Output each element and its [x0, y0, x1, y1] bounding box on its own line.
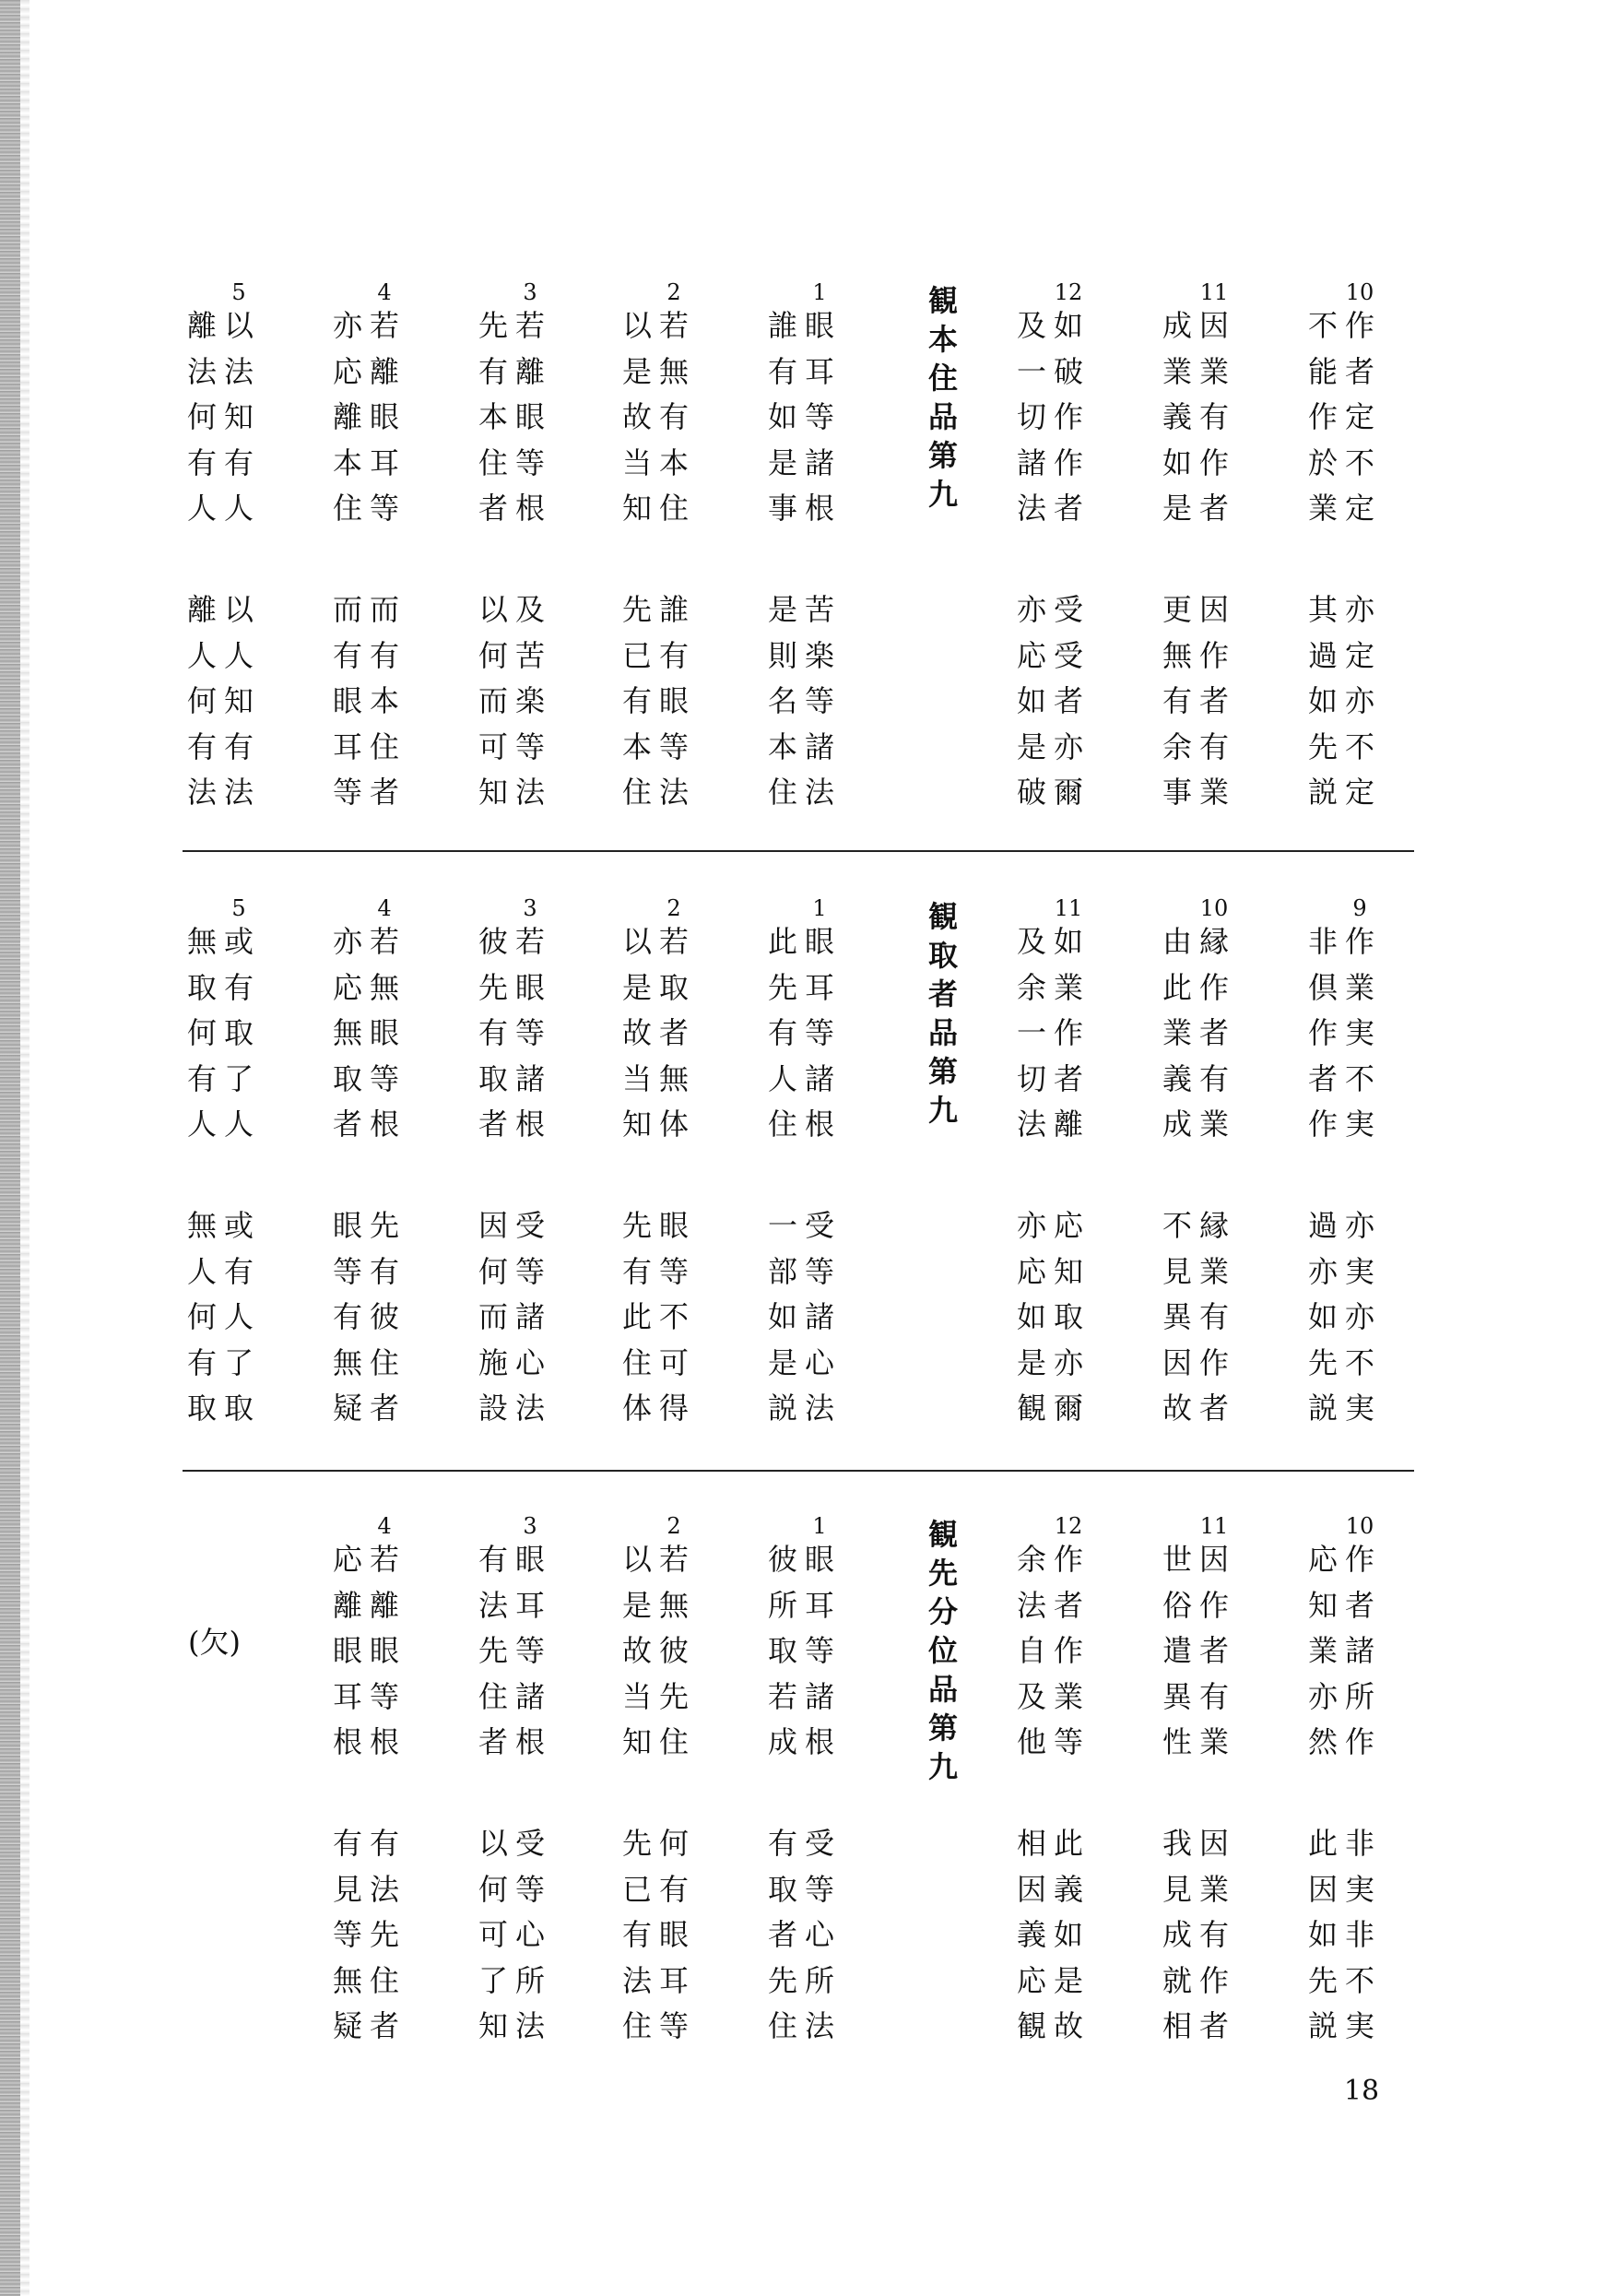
verse-lower: 誰有眼等法 — [658, 592, 689, 811]
verse-lower: 苦楽等諸法 — [804, 592, 834, 811]
verse-upper: 眼耳等諸根 — [514, 1542, 545, 1760]
verse-upper: 因業有作者 — [1198, 308, 1229, 527]
verse-upper: 応知業亦然 — [1307, 1542, 1338, 1760]
verse-upper: 余法自及他 — [1016, 1542, 1046, 1760]
verse-lower: 受等心所法 — [804, 1826, 834, 2044]
verse-upper: 以是故当知 — [621, 308, 652, 527]
verse-lower: 亦応如是破 — [1016, 592, 1046, 811]
verse-lower: 此因如先説 — [1307, 1826, 1338, 2044]
verse-lower: 無人何有取 — [186, 1208, 217, 1426]
verse-lower: 以人知有法 — [223, 592, 254, 811]
verse-number — [1296, 281, 1350, 303]
verse-lower: 而有本住者 — [369, 592, 399, 811]
verse-lower: 而有眼耳等 — [332, 592, 362, 811]
verse-number: 12 — [1054, 279, 1083, 305]
verse-number: 1 — [812, 895, 827, 921]
verse-block-2 — [0, 897, 1616, 1450]
verse-lower: 因何而施設 — [478, 1208, 508, 1426]
verse-lower: 或有人了取 — [223, 1208, 254, 1426]
verse-column — [466, 281, 520, 811]
verse-column — [1296, 281, 1350, 811]
verse-number — [756, 281, 809, 303]
verse-upper: 以是故当知 — [621, 1542, 652, 1760]
verse-upper: 応離眼耳根 — [332, 1542, 362, 1760]
verse-upper: 因作者有業 — [1198, 1542, 1229, 1760]
verse-lower: 其過如先説 — [1307, 592, 1338, 811]
verse-lower: 縁業有作者 — [1198, 1208, 1229, 1426]
verse-number: 5 — [231, 895, 246, 921]
verse-lower: 及苦楽等法 — [514, 592, 545, 811]
verse-upper: 如業作者離 — [1053, 924, 1083, 1142]
verse-upper: 或有取了人 — [223, 924, 254, 1142]
section-divider — [183, 850, 1414, 852]
verse-lower: 相因義応観 — [1016, 1826, 1046, 2044]
verse-number: 9 — [1352, 895, 1367, 921]
verse-number — [1005, 281, 1058, 303]
verse-column — [756, 897, 809, 1426]
verse-upper: 彼先有取者 — [478, 924, 508, 1142]
verse-column — [610, 1515, 664, 2044]
verse-upper: 以是故当知 — [621, 924, 652, 1142]
verse-upper: 眼耳等諸根 — [804, 308, 834, 527]
verse-number: 1 — [812, 279, 827, 305]
verse-column — [321, 1515, 374, 2044]
verse-upper: 縁作者有業 — [1198, 924, 1229, 1142]
verse-upper: 作業実不実 — [1344, 924, 1374, 1142]
verse-upper: 及一切諸法 — [1016, 308, 1046, 527]
verse-column — [1296, 897, 1350, 1426]
verse-lower: 先有此住体 — [621, 1208, 652, 1426]
verse-number — [175, 281, 229, 303]
verse-column — [321, 897, 374, 1426]
verse-upper: 離法何有人 — [186, 308, 217, 527]
page-number: 18 — [1343, 2075, 1380, 2107]
verse-number: 3 — [523, 895, 537, 921]
verse-upper: 世俗遣異性 — [1162, 1542, 1192, 1760]
verse-upper: 不能作於業 — [1307, 308, 1338, 527]
verse-number — [1150, 897, 1204, 919]
verse-column — [1150, 1515, 1204, 2044]
verse-number — [610, 281, 664, 303]
verse-lower: 有法先住者 — [369, 1826, 399, 2044]
verse-number — [1150, 1515, 1204, 1537]
verse-upper: 彼所取若成 — [767, 1542, 797, 1760]
verse-number — [466, 1515, 520, 1537]
verse-upper: 若離眼等根 — [514, 308, 545, 527]
verse-lower: 受等諸心法 — [514, 1208, 545, 1426]
chapter-title: 観先分位品第九 — [927, 1517, 958, 1784]
verse-column — [1150, 897, 1204, 1426]
verse-column — [1005, 897, 1058, 1426]
verse-lower: 受等心所法 — [514, 1826, 545, 2044]
verse-number: 4 — [377, 895, 392, 921]
verse-block-3 — [0, 1515, 1616, 2068]
verse-column — [175, 281, 229, 811]
verse-upper: 成業義如是 — [1162, 308, 1192, 527]
verse-lower: 是則名本住 — [767, 592, 797, 811]
verse-number — [466, 281, 520, 303]
verse-number: 4 — [377, 1513, 392, 1539]
verse-lower: 有見等無疑 — [332, 1826, 362, 2044]
verse-upper: 若離眼等根 — [369, 1542, 399, 1760]
verse-lower: 一部如是説 — [767, 1208, 797, 1426]
verse-lower: 先已有法住 — [621, 1826, 652, 2044]
verse-upper: 無取何有人 — [186, 924, 217, 1142]
verse-number — [1005, 897, 1058, 919]
verse-lower: 眼等不可得 — [658, 1208, 689, 1426]
verse-number: 2 — [666, 1513, 681, 1539]
section-divider — [183, 1470, 1414, 1472]
verse-upper: 若離眼耳等 — [369, 308, 399, 527]
verse-upper: 如破作作者 — [1053, 308, 1083, 527]
verse-lower: 離人何有法 — [186, 592, 217, 811]
verse-number: 3 — [523, 1513, 537, 1539]
verse-upper: 作者作業等 — [1053, 1542, 1083, 1760]
verse-upper: 亦応無取者 — [332, 924, 362, 1142]
verse-number — [756, 1515, 809, 1537]
verse-upper: 若眼等諸根 — [514, 924, 545, 1142]
verse-number: 2 — [666, 279, 681, 305]
chapter-title: 観取者品第九 — [927, 899, 958, 1128]
verse-upper: 先有本住者 — [478, 308, 508, 527]
verse-lower: 以何可了知 — [478, 1826, 508, 2044]
verse-number — [610, 897, 664, 919]
verse-upper: 有法先住者 — [478, 1542, 508, 1760]
verse-number: 10 — [1199, 895, 1229, 921]
verse-upper: 眼耳等諸根 — [804, 924, 834, 1142]
verse-column — [321, 281, 374, 811]
verse-number: 10 — [1345, 279, 1374, 305]
verse-number: 11 — [1199, 1513, 1229, 1539]
verse-lower: 亦定亦不定 — [1344, 592, 1374, 811]
verse-column — [610, 897, 664, 1426]
verse-number — [321, 897, 374, 919]
verse-lower: 我見成就相 — [1162, 1826, 1192, 2044]
verse-upper: 亦応離本住 — [332, 308, 362, 527]
verse-column — [1150, 281, 1204, 811]
verse-upper: 由此業義成 — [1162, 924, 1192, 1142]
verse-number — [321, 1515, 374, 1537]
verse-number — [1296, 1515, 1350, 1537]
verse-number: 5 — [231, 279, 246, 305]
verse-upper: 若取者無体 — [658, 924, 689, 1142]
verse-lower: 応知取亦爾 — [1053, 1208, 1083, 1426]
verse-lower: 此義如是故 — [1053, 1826, 1083, 2044]
chapter-title: 観本住品第九 — [927, 283, 958, 512]
verse-lower: 非実非不実 — [1344, 1826, 1374, 2044]
verse-lower: 因作者有業 — [1198, 592, 1229, 811]
verse-number: 4 — [377, 279, 392, 305]
verse-lower: 眼等有無疑 — [332, 1208, 362, 1426]
verse-upper: 作者諸所作 — [1344, 1542, 1374, 1760]
verse-block-1 — [0, 281, 1616, 834]
verse-upper: 誰有如是事 — [767, 308, 797, 527]
verse-upper: 非倶作者作 — [1307, 924, 1338, 1142]
verse-upper: 若無彼先住 — [658, 1542, 689, 1760]
verse-lower: 先已有本住 — [621, 592, 652, 811]
verse-number — [1005, 1515, 1058, 1537]
verse-lower: 不見異因故 — [1162, 1208, 1192, 1426]
verse-column — [175, 897, 229, 1426]
verse-lower: 亦実亦不実 — [1344, 1208, 1374, 1426]
verse-lower: 何有眼耳等 — [658, 1826, 689, 2044]
verse-lower: 亦応如是観 — [1016, 1208, 1046, 1426]
verse-number — [610, 1515, 664, 1537]
verse-upper: 若無有本住 — [658, 308, 689, 527]
verse-upper: 以法知有人 — [223, 308, 254, 527]
verse-upper: 作者定不定 — [1344, 308, 1374, 527]
verse-number: 12 — [1054, 1513, 1083, 1539]
verse-column — [756, 281, 809, 811]
verse-lower: 受受者亦爾 — [1053, 592, 1083, 811]
verse-number — [1150, 281, 1204, 303]
verse-lower: 因業有作者 — [1198, 1826, 1229, 2044]
verse-number: 3 — [523, 279, 537, 305]
missing-mark: (欠) — [188, 1625, 241, 1660]
verse-number: 2 — [666, 895, 681, 921]
verse-column — [756, 1515, 809, 2044]
verse-number — [1296, 897, 1350, 919]
verse-lower: 過亦如先説 — [1307, 1208, 1338, 1426]
verse-number — [321, 281, 374, 303]
verse-column — [1005, 281, 1058, 811]
verse-column — [610, 281, 664, 811]
verse-column — [1296, 1515, 1350, 2044]
verse-number: 10 — [1345, 1513, 1374, 1539]
verse-upper: 此先有人住 — [767, 924, 797, 1142]
verse-upper: 及余一切法 — [1016, 924, 1046, 1142]
verse-number — [756, 897, 809, 919]
verse-column — [1005, 1515, 1058, 2044]
verse-number: 1 — [812, 1513, 827, 1539]
verse-number — [466, 897, 520, 919]
verse-upper: 眼耳等諸根 — [804, 1542, 834, 1760]
verse-upper: 若無眼等根 — [369, 924, 399, 1142]
verse-lower: 更無有余事 — [1162, 592, 1192, 811]
verse-column — [466, 897, 520, 1426]
verse-lower: 先有彼住者 — [369, 1208, 399, 1426]
verse-number: 11 — [1199, 279, 1229, 305]
verse-column — [466, 1515, 520, 2044]
verse-lower: 受等諸心法 — [804, 1208, 834, 1426]
verse-lower: 有取者先住 — [767, 1826, 797, 2044]
verse-number: 11 — [1054, 895, 1083, 921]
verse-number — [175, 897, 229, 919]
verse-lower: 以何而可知 — [478, 592, 508, 811]
